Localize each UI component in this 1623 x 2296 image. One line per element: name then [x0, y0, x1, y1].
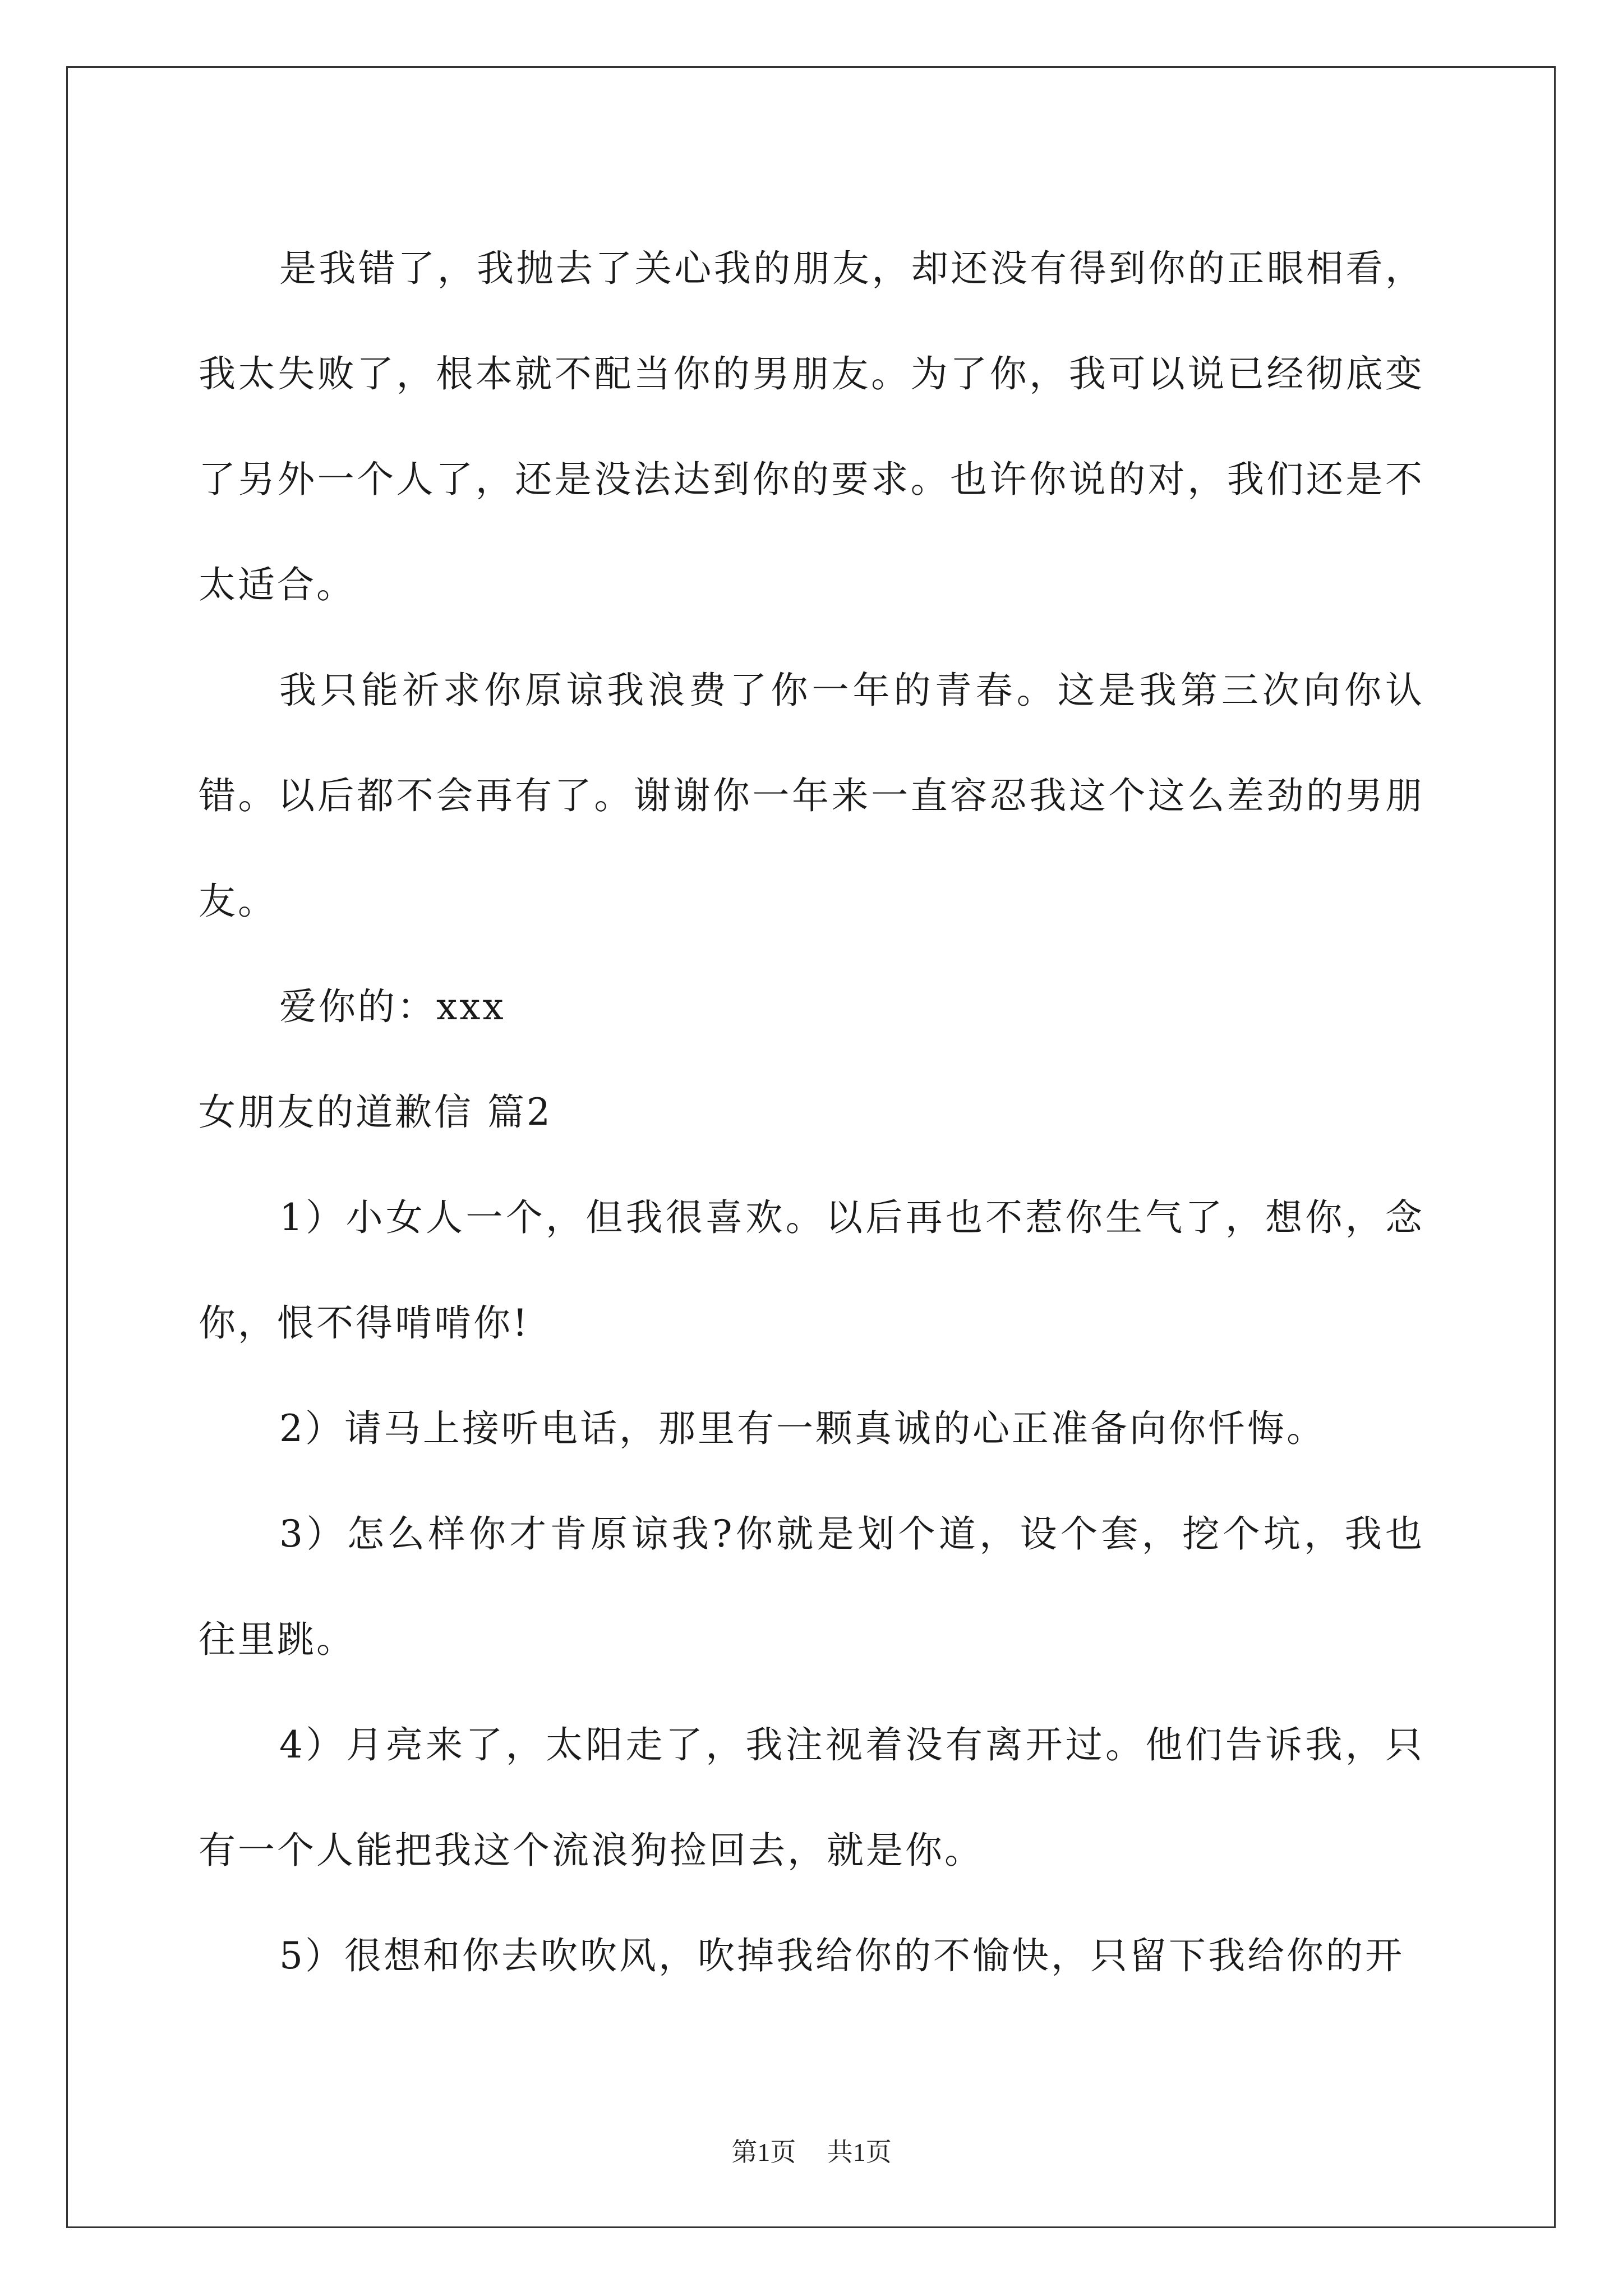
- list-item: 3）怎么样你才肯原谅我?你就是划个道，设个套，挖个坑，我也往里跳。: [199, 1512, 1424, 1661]
- list-item: 2）请马上接听电话，那里有一颗真诚的心正准备向你忏悔。: [279, 1407, 1326, 1450]
- section-title: 女朋友的道歉信 篇2: [199, 1091, 552, 1134]
- list-item: 5）很想和你去吹吹风，吹掉我给你的不愉快，只留下我给你的开: [279, 1934, 1404, 1977]
- page-footer: [0, 2132, 1623, 2169]
- paragraph: 是我错了，我抛去了关心我的朋友，却还没有得到你的正眼相看，我太失败了，根本就不配当你的男朋友。为了你，我可以说已经彻底变了另外一个人了，还是没法达到你的要求。也许你说的对，我们还是不太适合。: [199, 247, 1424, 606]
- page-total: 共1页: [827, 2138, 892, 2166]
- signature-line: 爱你的：xxx: [279, 985, 506, 1028]
- document-body: [199, 216, 1424, 2009]
- list-item: 4）月亮来了，太阳走了，我注视着没有离开过。他们告诉我，只有一个人能把我这个流浪狗捡回去，就是你。: [199, 1723, 1424, 1872]
- list-item: 1）小女人一个，但我很喜欢。以后再也不惹你生气了，想你，念你，恨不得啃啃你!: [199, 1196, 1424, 1345]
- page-number: 第1页: [731, 2138, 796, 2166]
- paragraph: 我只能祈求你原谅我浪费了你一年的青春。这是我第三次向你认错。以后都不会再有了。谢谢你一年来一直容忍我这个这么差劲的男朋友。: [199, 669, 1424, 923]
